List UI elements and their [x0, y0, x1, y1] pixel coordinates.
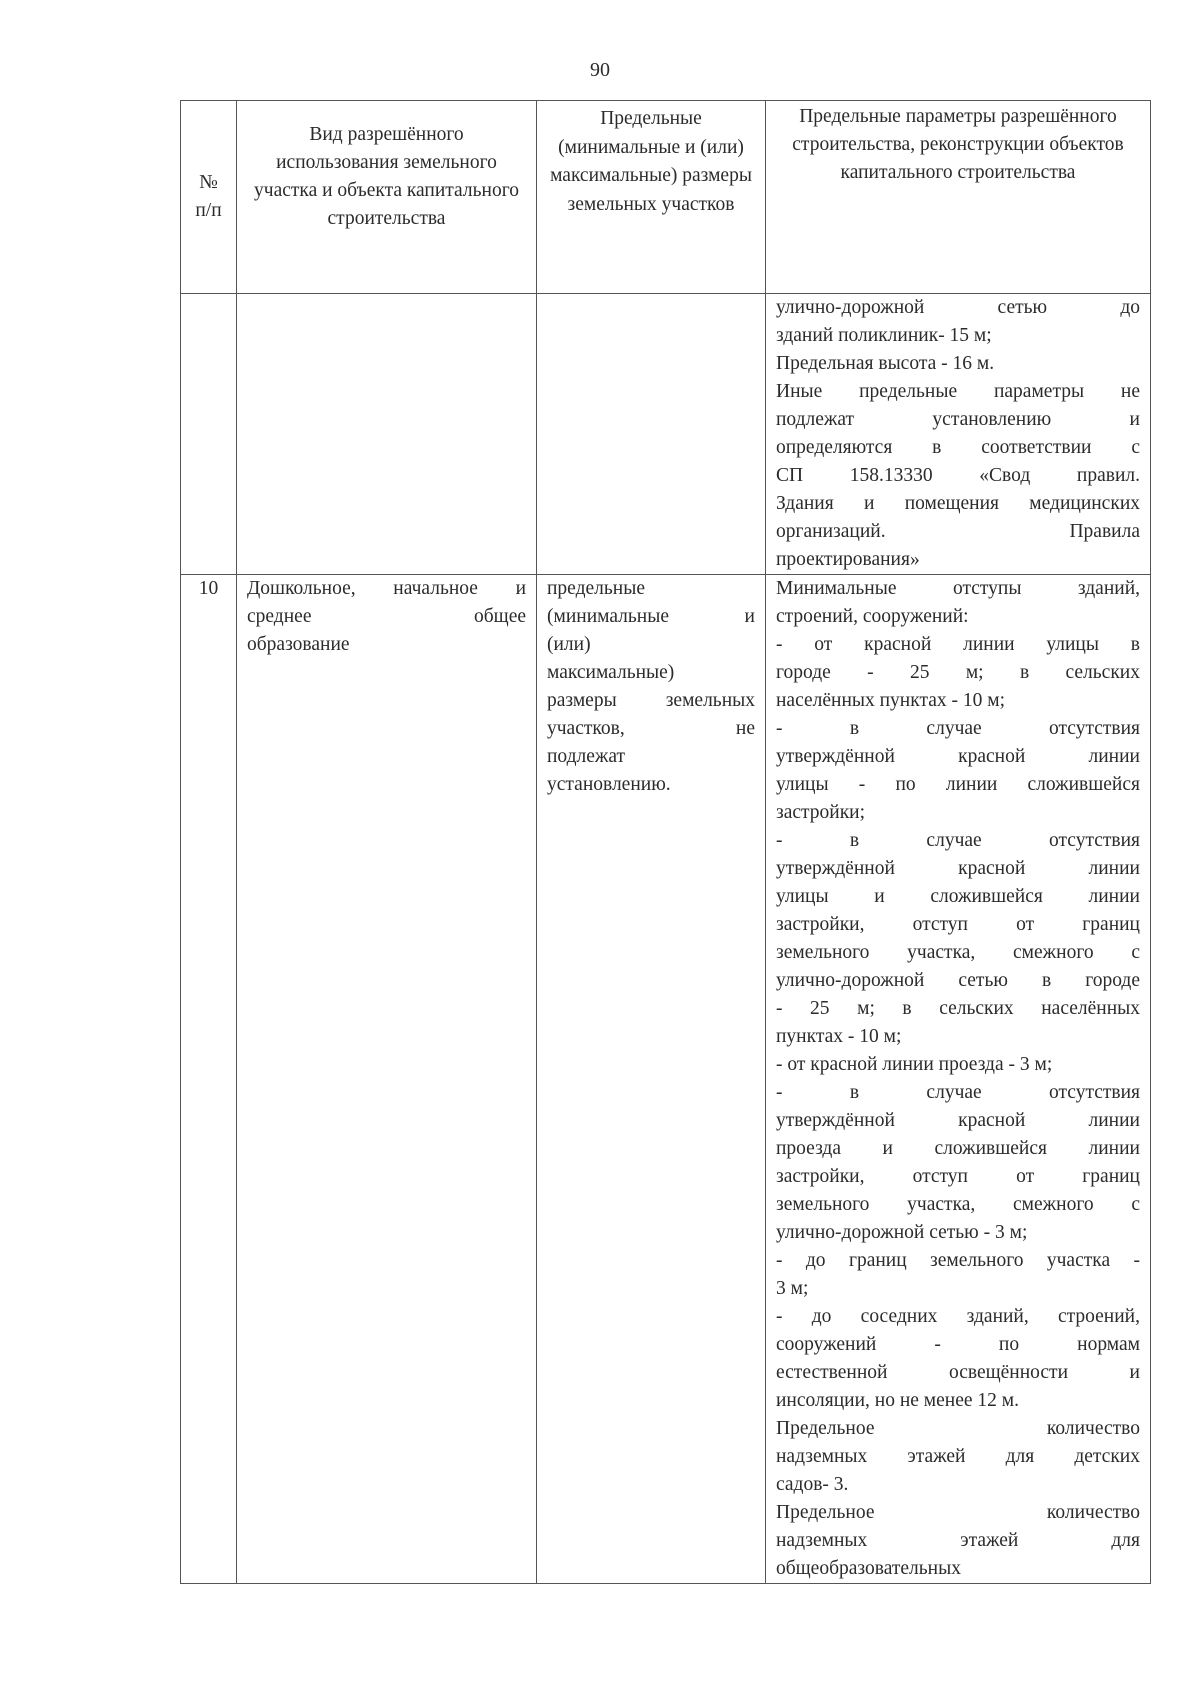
params-line: утверждённой красной линии — [776, 1110, 1140, 1131]
params-line: организаций. Правила — [776, 521, 1140, 542]
params-line: надземных этажей для — [776, 1530, 1140, 1551]
params-line: 3 м; — [776, 1278, 809, 1299]
size-line: (или) — [547, 634, 591, 655]
params-line: подлежат установлению и — [776, 409, 1140, 430]
params-line: проезда и сложившейся линии — [776, 1138, 1140, 1159]
params-line: общеобразовательных — [776, 1558, 961, 1579]
kind-line: среднее общее — [247, 606, 526, 627]
size-line: максимальные) — [547, 662, 675, 683]
params-line: Предельная высота - 16 м. — [776, 353, 995, 374]
size-line: установлению. — [547, 774, 671, 795]
row-usage-kind — [237, 575, 537, 1584]
params-line: проектирования» — [776, 549, 920, 570]
kind-line: Дошкольное, начальное и — [247, 578, 526, 599]
params-line: - до границ земельного участка - — [776, 1250, 1140, 1271]
params-line: земельного участка, смежного с — [776, 1194, 1140, 1215]
params-line: сооружений - по нормам — [776, 1334, 1140, 1355]
params-line: Минимальные отступы зданий, — [776, 578, 1140, 599]
params-line: Предельное количество — [776, 1418, 1140, 1439]
params-line: - от красной линии проезда - 3 м; — [776, 1054, 1053, 1075]
params-line: - от красной линии улицы в — [776, 634, 1140, 655]
params-line: улицы - по линии сложившейся — [776, 774, 1140, 795]
params-line: застройки, отступ от границ — [776, 1166, 1140, 1187]
params-line: утверждённой красной линии — [776, 858, 1140, 879]
params-line: пунктах - 10 м; — [776, 1026, 902, 1047]
size-line: подлежат — [547, 746, 626, 767]
row-number: 10 — [181, 575, 237, 1584]
size-line: размеры земельных — [547, 690, 755, 711]
params-line: определяются в соответствии с — [776, 437, 1140, 458]
params-line: - в случае отсутствия — [776, 1082, 1140, 1103]
params-line: Предельное количество — [776, 1502, 1140, 1523]
header-plot-size: Предельные (минимальные и (или) максимальные) размеры земельных участков — [537, 101, 766, 294]
row-construction-params — [766, 575, 1151, 1584]
kind-line: образование — [247, 634, 350, 655]
params-line: застройки; — [776, 802, 866, 823]
params-line: естественной освещённости и — [776, 1362, 1140, 1383]
params-line: улично-дорожной сетью в городе — [776, 970, 1140, 991]
row-plot-size — [537, 294, 766, 575]
params-line: земельного участка, смежного с — [776, 942, 1140, 963]
params-line: улицы и сложившейся линии — [776, 886, 1140, 907]
row-plot-size — [537, 575, 766, 1584]
size-line: (минимальные и — [547, 606, 755, 627]
row-usage-kind — [237, 294, 537, 575]
size-line: участков, не — [547, 718, 755, 739]
params-line: - в случае отсутствия — [776, 718, 1140, 739]
params-line: утверждённой красной линии — [776, 746, 1140, 767]
params-line: улично-дорожной сетью до — [776, 297, 1140, 318]
params-line: садов- 3. — [776, 1474, 849, 1495]
params-line: улично-дорожной сетью - 3 м; — [776, 1222, 1028, 1243]
params-line: городе - 25 м; в сельских — [776, 662, 1140, 683]
page-number: 90 — [590, 59, 610, 81]
size-line: предельные — [547, 578, 645, 599]
header-usage-kind: Вид разрешённого использования земельного участка и объекта капитального строительства — [237, 101, 537, 294]
params-line: инсоляции, но не менее 12 м. — [776, 1390, 1020, 1411]
row-construction-params — [766, 294, 1151, 575]
params-line: зданий поликлиник- 15 м; — [776, 325, 992, 346]
header-construction-params: Предельные параметры разрешённого строительства, реконструкции объектов капитального строительства — [766, 101, 1151, 294]
params-line: Здания и помещения медицинских — [776, 493, 1140, 514]
table-row — [181, 294, 1151, 575]
table-row — [181, 575, 1151, 1584]
params-line: надземных этажей для детских — [776, 1446, 1140, 1467]
params-line: - в случае отсутствия — [776, 830, 1140, 851]
row-number — [181, 294, 237, 575]
params-line: населённых пунктах - 10 м; — [776, 690, 1006, 711]
params-line: строений, сооружений: — [776, 606, 969, 627]
params-line: застройки, отступ от границ — [776, 914, 1140, 935]
land-use-table — [180, 100, 1151, 1584]
table-header-row — [181, 101, 1151, 294]
header-number: № п/п — [181, 101, 237, 294]
params-line: - до соседних зданий, строений, — [776, 1306, 1140, 1327]
params-line: - 25 м; в сельских населённых — [776, 998, 1140, 1019]
params-line: СП 158.13330 «Свод правил. — [776, 465, 1140, 486]
params-line: Иные предельные параметры не — [776, 381, 1140, 402]
